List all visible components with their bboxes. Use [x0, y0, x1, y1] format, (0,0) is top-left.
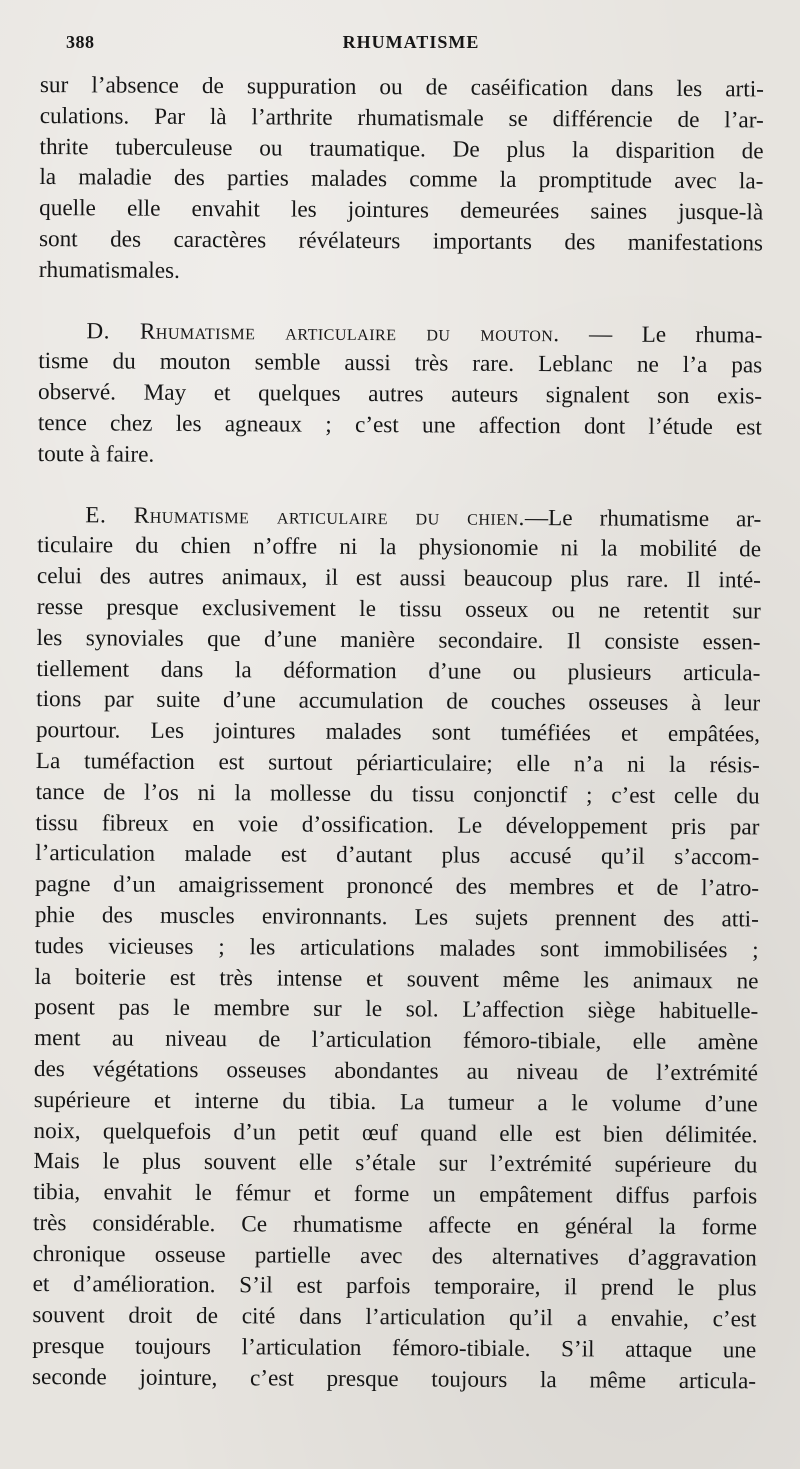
section-d-first-line	[38, 316, 762, 351]
text-line: l’articulation malade est d’autant plus accusé qu’il s’accom-	[35, 840, 760, 871]
text-line: tions par suite d’une accumulation de couches osseuses à leur	[36, 686, 761, 717]
body-text	[32, 70, 764, 1397]
text-line: sont des caractères révélateurs importants des manifestations	[38, 225, 764, 257]
text-line: des végétations osseuses abondantes au niveau de l’extrémité	[33, 1055, 759, 1087]
text-line: rhumatismales.	[38, 256, 180, 284]
text-line: resse presque exclusivement le tissu osseux ou ne retentit sur	[36, 593, 761, 625]
text-line: noix, quelquefois d’un petit œuf quand elle est bien délimitée.	[33, 1117, 758, 1148]
text-line: sur l’absence de suppuration ou de caséification dans les arti-	[39, 72, 765, 103]
text-line: tissu fibreux en voie d’ossification. Le développement pris par	[35, 809, 760, 840]
text-line: tibia, envahit le fémur et forme un empâtement diffus parfois	[33, 1179, 758, 1210]
paragraph-gap	[39, 286, 763, 320]
text-line: souvent droit de cité dans l’articulation qu’il a envahie, c’est	[32, 1302, 757, 1333]
section-e-paragraph	[32, 500, 761, 1398]
text-line: phie des muscles environnants. Les sujets prennent des atti-	[34, 901, 759, 933]
text-fragment: — Le rhuma-	[559, 320, 763, 349]
section-e-heading: E. Rhumatisme articulaire du chien.	[85, 501, 525, 531]
text-line: la boiterie est très intense et souvent même les animaux ne	[34, 963, 759, 994]
text-line: tudes vicieuses ; les articulations malades sont immobilisées ;	[34, 932, 759, 964]
text-line: culations. Par là l’arthrite rhumatismale se différencie de l’ar-	[39, 102, 764, 134]
text-line: et d’amélioration. S’il est parfois temporaire, il prend le plus	[32, 1271, 757, 1302]
text-line: presque toujours l’articulation fémoro-tibiale. S’il attaque une	[32, 1333, 757, 1364]
text-line: La tuméfaction est surtout périarticulaire; elle n’a ni la résis-	[35, 747, 760, 779]
running-title: RHUMATISME	[342, 32, 480, 52]
paragraph	[39, 70, 764, 290]
text-line: pagne d’un amaigrissement prononcé des membres et de l’atro-	[34, 871, 760, 902]
text-line: tence chez les agneaux ; c’est une affection dont l’étude est	[37, 409, 762, 441]
text-line: ment au niveau de l’articulation fémoro-tibiale, elle amène	[34, 1025, 759, 1056]
text-line: tisme du mouton semble aussi très rare. Leblanc ne l’a pas	[38, 348, 763, 379]
running-head	[66, 32, 756, 56]
text-line: celui des autres animaux, il est aussi beaucoup plus rare. Il inté-	[36, 563, 762, 594]
text-line: observé. May et quelques autres auteurs signalent son exis-	[37, 379, 763, 410]
section-d-heading: D. Rhumatisme articulaire du mouton.	[86, 317, 560, 347]
text-line: ticulaire du chien n’offre ni la physionomie ni la mobilité de	[37, 532, 762, 563]
text-fragment: —Le rhumatisme ar-	[524, 504, 762, 532]
text-line: tance de l’os ni la mollesse du tissu conjonctif ; c’est celle du	[35, 778, 760, 810]
text-line: thrite tuberculeuse ou traumatique. De plus la disparition de	[39, 133, 764, 165]
text-line: Mais le plus souvent elle s’étale sur l’extrémité supérieure du	[33, 1148, 758, 1179]
text-line: seconde jointure, c’est presque toujours la même articula-	[31, 1363, 757, 1395]
text-line: quelle elle envahit les jointures demeurées saines jusque-là	[39, 195, 764, 226]
page-number: 388	[66, 32, 95, 52]
text-line: toute à faire.	[37, 440, 155, 468]
text-line: supérieure et interne du tibia. La tumeur a le volume d’une	[33, 1086, 758, 1118]
text-line: posent pas le membre sur le sol. L’affection siège habituelle-	[34, 994, 759, 1025]
text-line: la maladie des parties malades comme la promptitude avec la-	[39, 164, 764, 195]
section-d-paragraph	[38, 316, 763, 474]
text-line: chronique osseuse partielle avec des alternatives d’aggravation	[32, 1240, 757, 1272]
text-line: les synoviales que d’une manière secondaire. Il consiste essen-	[36, 624, 761, 656]
section-e-first-line	[37, 500, 761, 535]
paragraph-gap	[37, 470, 761, 504]
text-line: très considérable. Ce rhumatisme affecte en général la forme	[32, 1209, 758, 1241]
text-line: tiellement dans la déformation d’une ou plusieurs articula-	[36, 655, 761, 686]
text-line: pourtour. Les jointures malades sont tuméfiées et empâtées,	[35, 717, 761, 748]
